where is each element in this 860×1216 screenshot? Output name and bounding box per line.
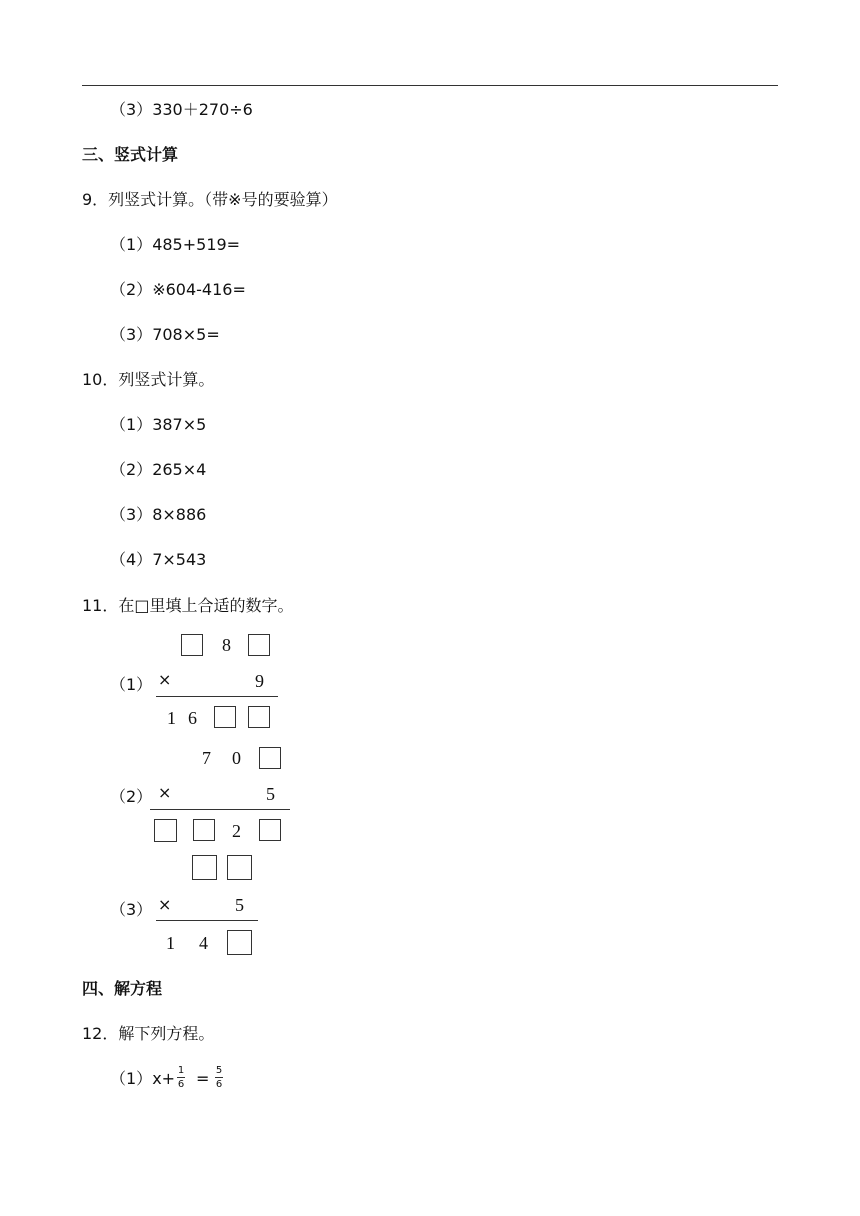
digit: 0 [232,748,241,768]
item-expression: 708×5= [152,325,220,344]
digit: 1 [167,708,176,728]
multiply-sign: × [158,783,172,802]
item-label: （3） [110,505,153,524]
multiply-sign: × [158,670,172,689]
item-expression: 485+519= [152,235,241,254]
blank-box[interactable] [248,634,270,656]
blank-box[interactable] [259,747,281,769]
item-label: （3） [110,900,153,919]
item-label: （3） [110,325,153,344]
item-label: （1） [110,235,153,254]
item-label: （1） [110,415,153,434]
blank-box[interactable] [259,819,281,841]
blank-box[interactable] [248,706,270,728]
equals-sign: = [196,1069,210,1088]
digit: 7 [202,748,211,768]
digit: 4 [199,933,208,953]
item-label-text: （1） [110,1069,153,1088]
item-label [110,1069,175,1089]
blank-box[interactable] [227,930,252,955]
q9-item-1 [110,235,240,255]
digit: 9 [255,671,264,691]
section-title-3: 三、竖式计算 [82,145,179,164]
q9-item-3 [110,325,220,345]
header-rule [82,85,778,86]
fraction-bar [215,1077,223,1078]
digit: 5 [266,784,275,804]
denominator: 6 [215,1079,223,1090]
item-expression: 387×5 [152,415,207,434]
result-line [156,696,278,697]
q10-item-3 [110,505,206,525]
item-expression: ※604-416= [152,280,246,299]
q8-item-3 [110,100,253,120]
fraction-bar [177,1077,185,1078]
item-label: （4） [110,550,153,569]
fraction-five-sixths [215,1065,223,1090]
q10-item-4 [110,550,206,570]
numerator: 5 [215,1065,223,1076]
blank-box[interactable] [227,855,252,880]
digit: 5 [235,895,244,915]
numerator: 1 [177,1065,185,1076]
digit: 6 [188,708,197,728]
q10-item-2 [110,460,206,480]
result-line [156,920,258,921]
item-expression: 265×4 [152,460,207,479]
equation-prefix: x+ [152,1069,176,1088]
item-label: （3） [110,100,153,119]
q9-item-2 [110,280,246,300]
item-expression: 7×543 [152,550,207,569]
item-expression: 8×886 [152,505,207,524]
q10-stem: 10．列竖式计算。 [82,370,215,389]
item-label: （1） [110,675,153,694]
blank-box[interactable] [154,819,177,842]
item-label: （2） [110,280,153,299]
digit: 8 [222,635,231,655]
q10-item-1 [110,415,206,435]
digit: 1 [166,933,175,953]
q11-stem: 11．在□里填上合适的数字。 [82,596,294,615]
item-expression: 330＋270÷6 [152,100,253,119]
blank-box[interactable] [193,819,215,841]
denominator: 6 [177,1079,185,1090]
section-title-4: 四、解方程 [82,979,163,998]
digit: 2 [232,821,241,841]
item-label: （2） [110,787,153,806]
fraction-one-sixth [177,1065,185,1090]
q12-stem: 12．解下列方程。 [82,1024,215,1043]
result-line [150,809,290,810]
blank-box[interactable] [192,855,217,880]
q9-stem: 9．列竖式计算。（带※号的要验算） [82,190,338,209]
multiply-sign: × [158,895,172,914]
blank-box[interactable] [181,634,203,656]
blank-box[interactable] [214,706,236,728]
item-label: （2） [110,460,153,479]
